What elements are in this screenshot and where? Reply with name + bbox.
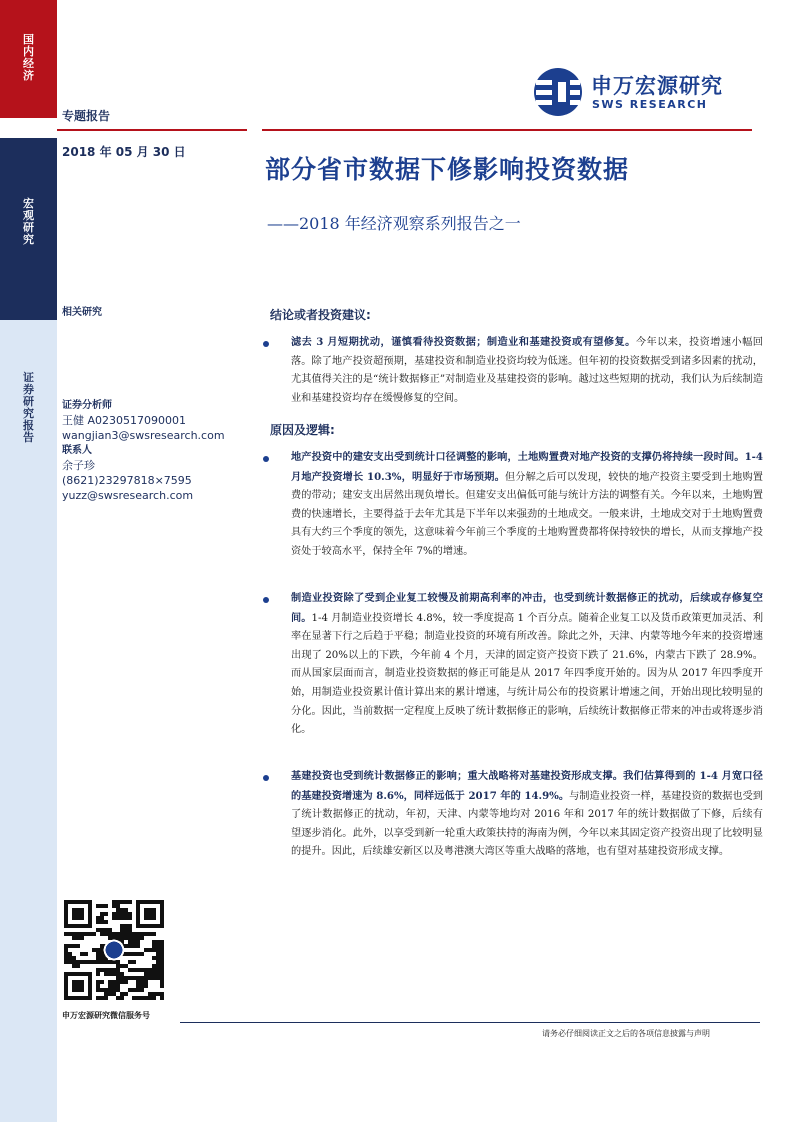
- sidebar-bottom-label: 证 券 研 究 报 告: [23, 371, 34, 444]
- logo-cn-text: 申万宏源研究: [591, 74, 723, 98]
- report-date: 2018 年 05 月 30 日: [62, 145, 186, 159]
- paragraph-4-body: 与制造业投资一样，基建投资的数据也受到了统计数据修正的扰动，年初，天津、内蒙等地均对 2016 年和 2017 年的统计数据做了下修，后续有望逐步消化。此外，以享受到新一轮重大政策扶持的海南为例，今年以来其固定资产投资出现了比较明显的提升。因此，后续雄安新区以及粤港澳大湾区等重大战略的落地，也有望对基建投资形成支撑。: [291, 790, 763, 858]
- paragraph-1-body: 今年以来，投资增速小幅回落。除了地产投资超预期，基建投资和制造业投资均较为低迷。但年初的投资数据受到诸多因素的扰动，尤其值得关注的是“统计数据修正”对制造业及基建投资的影响。越过这些短期的扰动，我们认为后续制造业和基建投资均存在缓慢修复的空间。: [291, 337, 763, 404]
- logo-en-text: SWS RESEARCH: [592, 98, 708, 111]
- report-type: 专题报告: [62, 109, 111, 123]
- qr-code-image: [64, 900, 164, 1000]
- paragraph-4: [291, 767, 763, 862]
- header-rule-right: [262, 129, 752, 131]
- analyst-heading: 证券分析师: [62, 400, 112, 411]
- contact-name: 余子珍: [62, 459, 95, 472]
- analyst-block: [62, 398, 252, 503]
- qr-caption: 申万宏源研究微信服务号: [62, 1011, 150, 1020]
- paragraph-1: [291, 333, 763, 408]
- report-subtitle: ——2018 年经济观察系列报告之一: [267, 214, 521, 233]
- bullet-2-dot: [263, 456, 269, 462]
- bullet-3-dot: [263, 597, 269, 603]
- footer-disclaimer: 请务必仔细阅读正文之后的各项信息披露与声明: [542, 1029, 710, 1038]
- analyst-email[interactable]: wangjian3@swsresearch.com: [62, 429, 225, 442]
- contact-phone: (8621)23297818×7595: [62, 474, 192, 487]
- footer-rule: [180, 1022, 760, 1023]
- header-rule-left: [57, 129, 247, 131]
- report-title: 部分省市数据下修影响投资数据: [265, 155, 630, 184]
- paragraph-1-lead: 滤去 3 月短期扰动，谨慎看待投资数据；制造业和基建投资或有望修复。: [291, 336, 636, 348]
- sidebar-mid-label: 宏 观 研 究: [23, 197, 34, 246]
- sws-logo-icon: [532, 66, 584, 118]
- sidebar-top-label: 国 内 经 济: [23, 33, 34, 82]
- reasons-heading: 原因及逻辑:: [270, 423, 335, 437]
- contact-heading: 联系人: [62, 445, 92, 456]
- sws-logo: [532, 66, 752, 120]
- bullet-1-dot: [263, 341, 269, 347]
- paragraph-2-lead: 地产投资中的建安支出受到统计口径调整的影响，土地购置费对地产投资的支撑仍将持续一段时间。1-4 月地产投资增长 10.3%，明显好于市场预期。: [291, 451, 763, 483]
- related-research-heading: 相关研究: [62, 307, 102, 318]
- analyst-name: 王健 A0230517090001: [62, 414, 187, 427]
- paragraph-3-lead: 制造业投资除了受到企业复工较慢及前期高利率的冲击，也受到统计数据修正的扰动，后续或存修复空间。: [291, 592, 763, 624]
- paragraph-2-body: 但分解之后可以发现，较快的地产投资主要受到土地购置费的带动；建安支出居然出现负增长。但建安支出偏低可能与统计方法的调整有关。今年以来，土地购置费的快速增长，主要得益于去年尤其是下半年以来强劲的土地成交。一般来讲，土地成交对于土地购置费具有大约三个季度的领先，这意味着今年前三个季度的土地购置费都将保持较快的增长，从而支撑地产投资处于较高水平，保持全年 7%的增速。: [291, 471, 763, 557]
- paragraph-2: [291, 448, 763, 562]
- contact-email[interactable]: yuzz@swsresearch.com: [62, 489, 194, 502]
- bullet-4-dot: [263, 775, 269, 781]
- paragraph-4-lead: 基建投资也受到统计数据修正的影响；重大战略将对基建投资形成支撑。我们估算得到的 1-4 月宽口径的基建投资增速为 8.6%，同样远低于 2017 年的 14.9%。: [291, 770, 763, 802]
- conclusion-heading: 结论或者投资建议:: [270, 308, 371, 322]
- paragraph-3-body: 1-4 月制造业投资增长 4.8%，较一季度提高 1 个百分点。随着企业复工以及货币政策更加灵活、利率在显著下行之后趋于平稳；制造业投资的环境有所改善。除此之外，天津、内蒙等地今年来的投资增速出现了 20%以上的下跌，今年前 4 个月，天津的固定资产投资下跌了 21.6%，内蒙古下跌了 28.9%。而从国家层面而言，制造业投资数据的修正可能是从 2017 年四季度开始的。因为从 2017 年四季度开始，用制造业投资累计值计算出来的累计增速，与统计局公布的投资累计增速之间，开始出现比较明显的分化。因此，当前数据一定程度上反映了统计数据修正的影响，后续统计数据修正带来的冲击或将逐步消化。: [291, 612, 764, 736]
- paragraph-3: [291, 589, 763, 740]
